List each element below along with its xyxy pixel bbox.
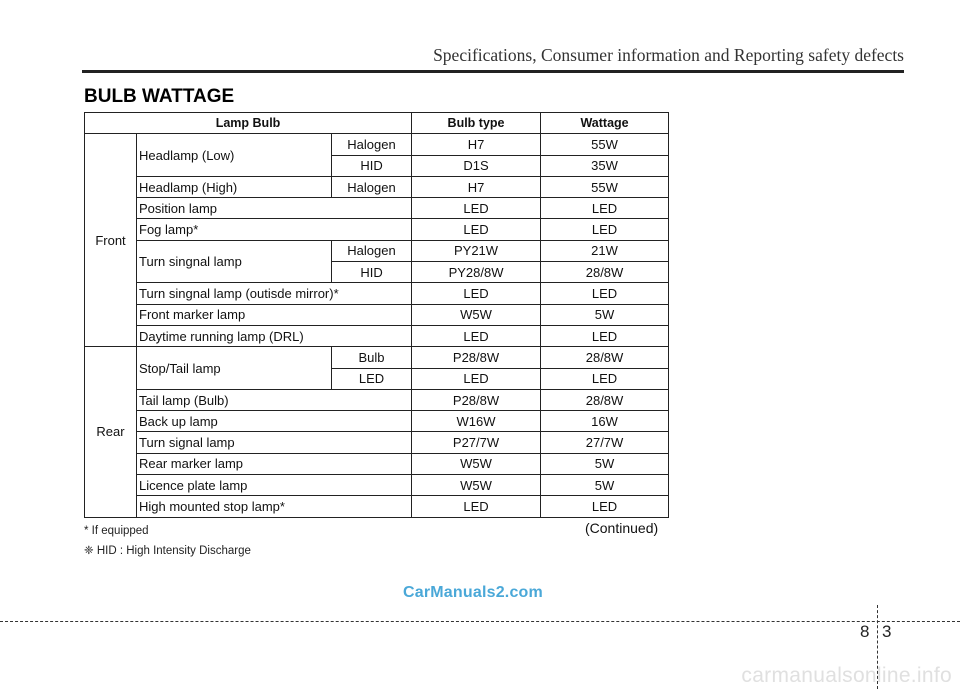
bulb-type: LED — [412, 325, 541, 346]
lamp-name: Rear marker lamp — [137, 453, 412, 474]
bulb-wattage-table — [84, 112, 669, 518]
bulb-type: PY21W — [412, 240, 541, 261]
bulb-type: LED — [412, 368, 541, 389]
lamp-subtype: LED — [332, 368, 412, 389]
watermark-link[interactable]: CarManuals2.com — [403, 584, 543, 601]
bulb-type: LED — [412, 219, 541, 240]
page-number: 3 — [882, 622, 892, 641]
table-row — [85, 283, 669, 304]
lamp-name: Fog lamp* — [137, 219, 412, 240]
wattage: 55W — [541, 176, 669, 197]
lamp-name: Turn singnal lamp (outisde mirror)* — [137, 283, 412, 304]
bulb-type: H7 — [412, 134, 541, 155]
table-row — [85, 134, 669, 155]
wattage: 16W — [541, 411, 669, 432]
lamp-subtype: Halogen — [332, 240, 412, 261]
bulb-type: LED — [412, 198, 541, 219]
table-row — [85, 347, 669, 368]
page-header-title: Specifications, Consumer information and Reporting safety defects — [433, 45, 904, 65]
bulb-type: W5W — [412, 304, 541, 325]
bottom-watermark-url: carmanualsonline.info — [741, 664, 952, 687]
header-wattage: Wattage — [541, 113, 669, 134]
wattage: 27/7W — [541, 432, 669, 453]
header-lamp-bulb: Lamp Bulb — [85, 113, 412, 134]
wattage: 55W — [541, 134, 669, 155]
wattage: 35W — [541, 155, 669, 176]
lamp-name: Tail lamp (Bulb) — [137, 389, 412, 410]
lamp-subtype: Halogen — [332, 134, 412, 155]
lamp-name: Front marker lamp — [137, 304, 412, 325]
wattage: 5W — [541, 475, 669, 496]
table-row — [85, 198, 669, 219]
wattage: LED — [541, 325, 669, 346]
lamp-name: Position lamp — [137, 198, 412, 219]
lamp-name: Headlamp (Low) — [137, 134, 332, 177]
lamp-subtype: HID — [332, 155, 412, 176]
wattage: LED — [541, 283, 669, 304]
lamp-name: Back up lamp — [137, 411, 412, 432]
wattage: 28/8W — [541, 347, 669, 368]
table-header-row — [85, 113, 669, 134]
wattage: LED — [541, 198, 669, 219]
lamp-name: Licence plate lamp — [137, 475, 412, 496]
footnote-hid: ❈ HID : High Intensity Discharge — [84, 545, 251, 557]
group-rear: Rear — [85, 347, 137, 517]
chapter-number: 8 — [860, 622, 870, 641]
bulb-type: W16W — [412, 411, 541, 432]
bulb-type: H7 — [412, 176, 541, 197]
lamp-name: Headlamp (High) — [137, 176, 332, 197]
lamp-name: Stop/Tail lamp — [137, 347, 332, 390]
bulb-type: PY28/8W — [412, 262, 541, 283]
bulb-type: LED — [412, 283, 541, 304]
bulb-type: P27/7W — [412, 432, 541, 453]
table-row — [85, 475, 669, 496]
group-front: Front — [85, 134, 137, 347]
footer-divider — [0, 621, 960, 622]
wattage: LED — [541, 368, 669, 389]
lamp-name: Turn singnal lamp — [137, 240, 332, 283]
bulb-type: P28/8W — [412, 347, 541, 368]
wattage: 5W — [541, 453, 669, 474]
table-row — [85, 304, 669, 325]
table-row — [85, 411, 669, 432]
wattage: 28/8W — [541, 389, 669, 410]
section-title: BULB WATTAGE — [84, 86, 235, 107]
footnote-if-equipped: * If equipped — [84, 525, 149, 537]
header-rule — [82, 70, 904, 73]
lamp-name: Daytime running lamp (DRL) — [137, 325, 412, 346]
wattage: LED — [541, 496, 669, 517]
table-row — [85, 240, 669, 261]
bulb-type: W5W — [412, 475, 541, 496]
table-row — [85, 496, 669, 517]
table-row — [85, 389, 669, 410]
table-row — [85, 219, 669, 240]
bulb-type: W5W — [412, 453, 541, 474]
lamp-subtype: Bulb — [332, 347, 412, 368]
table-row — [85, 176, 669, 197]
table-row — [85, 453, 669, 474]
wattage: 5W — [541, 304, 669, 325]
table-row — [85, 432, 669, 453]
lamp-subtype: Halogen — [332, 176, 412, 197]
bulb-type: P28/8W — [412, 389, 541, 410]
table-row — [85, 325, 669, 346]
continued-label: (Continued) — [585, 520, 659, 536]
bulb-type: LED — [412, 496, 541, 517]
wattage: 28/8W — [541, 262, 669, 283]
lamp-name: High mounted stop lamp* — [137, 496, 412, 517]
lamp-name: Turn signal lamp — [137, 432, 412, 453]
wattage: LED — [541, 219, 669, 240]
lamp-subtype: HID — [332, 262, 412, 283]
wattage: 21W — [541, 240, 669, 261]
bulb-type: D1S — [412, 155, 541, 176]
header-bulb-type: Bulb type — [412, 113, 541, 134]
